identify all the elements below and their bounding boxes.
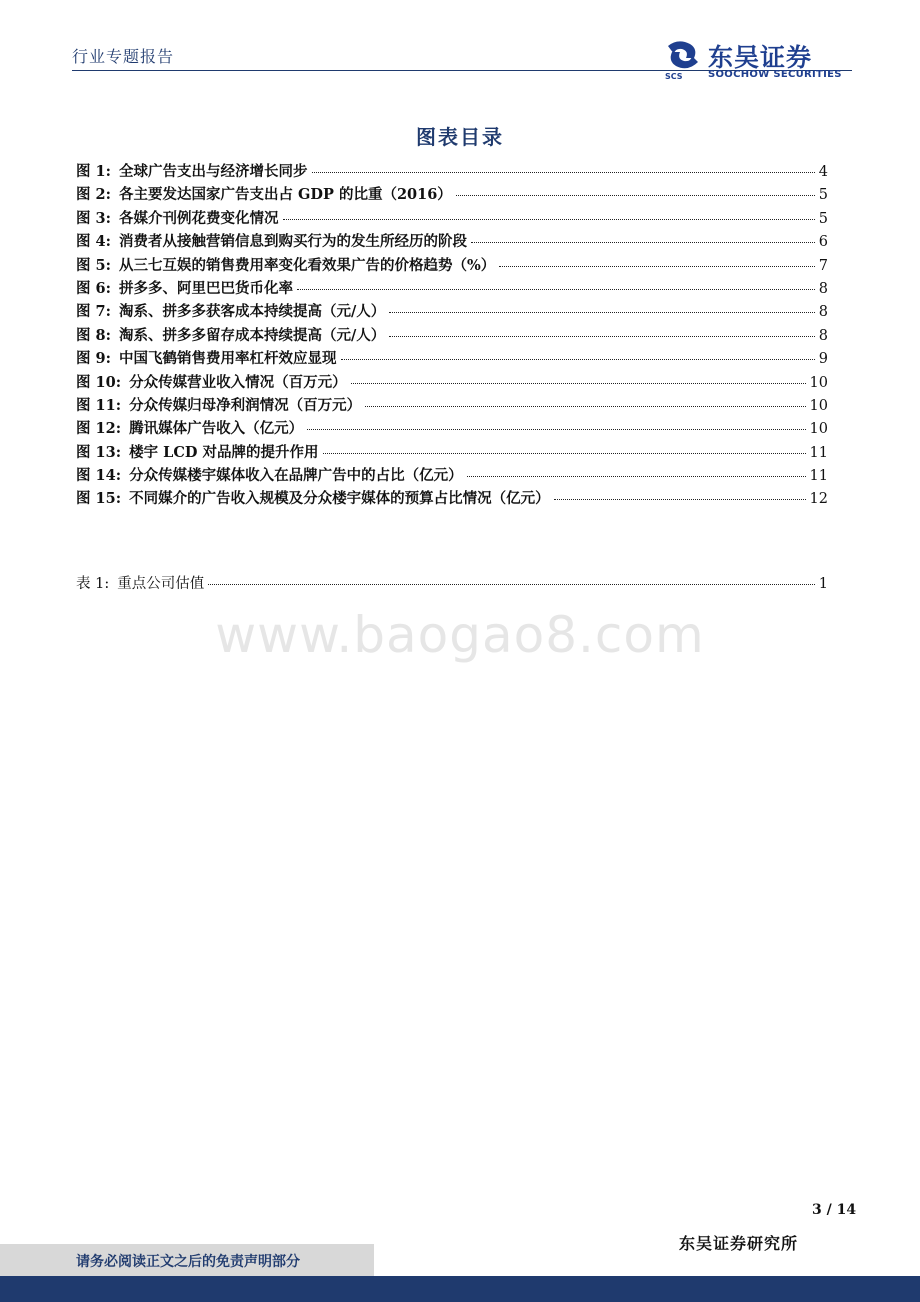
toc-entry[interactable] bbox=[76, 324, 828, 347]
toc-entry[interactable] bbox=[76, 347, 828, 370]
toc-entry[interactable] bbox=[76, 207, 828, 230]
toc-entry-page: 5 bbox=[818, 210, 828, 227]
toc-entry-title: 楼宇 LCD 对品牌的提升作用 bbox=[129, 443, 319, 461]
toc-entry[interactable] bbox=[76, 417, 828, 440]
toc-entry-title: 消费者从接触营销信息到购买行为的发生所经历的阶段 bbox=[119, 233, 467, 251]
toc-entry[interactable] bbox=[76, 464, 828, 487]
footer-bar bbox=[0, 1276, 920, 1302]
toc-leader-dots bbox=[283, 219, 815, 220]
toc-entry-label: 图 12: bbox=[76, 420, 122, 438]
toc-entry-title: 从三七互娱的销售费用率变化看效果广告的价格趋势（%） bbox=[119, 256, 496, 274]
toc-entry-label: 图 14: bbox=[76, 467, 122, 485]
toc-entry-page: 7 bbox=[818, 257, 828, 274]
toc-entry-page: 8 bbox=[818, 304, 828, 321]
toc-entry-title: 各媒介刊例花费变化情况 bbox=[119, 209, 279, 227]
toc-leader-dots bbox=[341, 359, 815, 360]
toc-entry-label: 表 1: bbox=[76, 576, 110, 592]
toc-entry-title: 淘系、拼多多留存成本持续提高（元/人） bbox=[119, 326, 386, 344]
toc-entry-page: 11 bbox=[809, 444, 828, 461]
toc-entry[interactable] bbox=[76, 487, 828, 510]
logo-english-name: SOOCHOW SECURITIES bbox=[708, 69, 842, 80]
toc-entry-title: 各主要发达国家广告支出占 GDP 的比重（2016） bbox=[119, 186, 452, 204]
toc-entry[interactable] bbox=[76, 160, 828, 183]
toc-entry-label: 图 7: bbox=[76, 303, 111, 321]
toc-entry-title: 不同媒介的广告收入规模及分众楼宇媒体的预算占比情况（亿元） bbox=[129, 490, 550, 508]
toc-entry-label: 图 5: bbox=[76, 256, 111, 274]
toc-entry-label: 图 3: bbox=[76, 209, 111, 227]
logo-mark-text: SCS bbox=[665, 72, 683, 81]
toc-entry-title: 重点公司估值 bbox=[117, 576, 205, 592]
toc-entry-page: 1 bbox=[818, 576, 828, 592]
toc-entry[interactable] bbox=[76, 441, 828, 464]
toc-leader-dots bbox=[297, 289, 815, 290]
toc-entry-title: 全球广告支出与经济增长同步 bbox=[119, 163, 308, 180]
toc-entry-label: 图 13: bbox=[76, 443, 122, 461]
toc-entry-title: 拼多多、阿里巴巴货币化率 bbox=[119, 279, 293, 297]
toc-entry[interactable] bbox=[76, 300, 828, 323]
toc-entry-title: 分众传媒楼宇媒体收入在品牌广告中的占比（亿元） bbox=[129, 467, 463, 485]
logo-chinese-name: 东吴证券 bbox=[708, 43, 813, 72]
toc-leader-dots bbox=[365, 406, 805, 407]
toc-entry-label: 图 8: bbox=[76, 326, 111, 344]
toc-entry-page: 10 bbox=[809, 397, 828, 414]
toc-entry[interactable] bbox=[76, 394, 828, 417]
company-logo bbox=[664, 38, 854, 84]
report-type-label: 行业专题报告 bbox=[72, 47, 175, 66]
toc-entry-page: 6 bbox=[818, 234, 828, 251]
toc-entry-page: 8 bbox=[818, 280, 828, 297]
footer-disclaimer: 请务必阅读正文之后的免责声明部分 bbox=[76, 1254, 300, 1270]
footer-organization: 东吴证券研究所 bbox=[679, 1234, 799, 1253]
toc-entry-title: 中国飞鹤销售费用率杠杆效应显现 bbox=[119, 350, 337, 368]
toc-entry-page: 11 bbox=[809, 468, 828, 485]
toc-entry[interactable] bbox=[76, 183, 828, 206]
toc-entry-title: 淘系、拼多多获客成本持续提高（元/人） bbox=[119, 303, 386, 321]
toc-entry-title: 分众传媒归母净利润情况（百万元） bbox=[129, 396, 362, 414]
toc-entry[interactable] bbox=[76, 230, 828, 253]
toc-entry[interactable] bbox=[76, 254, 828, 277]
toc-leader-dots bbox=[554, 499, 806, 500]
toc-leader-dots bbox=[456, 195, 815, 196]
toc-entry-label: 图 10: bbox=[76, 373, 122, 391]
toc-entry-label: 图 11: bbox=[76, 396, 122, 414]
toc-entry-label: 图 1: bbox=[76, 163, 111, 180]
toc-entry-title: 腾讯媒体广告收入（亿元） bbox=[129, 420, 304, 438]
toc-leader-dots bbox=[499, 266, 814, 267]
toc-entry-label: 图 6: bbox=[76, 279, 111, 297]
toc-entry-page: 9 bbox=[818, 351, 828, 368]
toc-entry[interactable] bbox=[76, 572, 828, 595]
toc-leader-dots bbox=[351, 383, 806, 384]
toc-title: 图表目录 bbox=[416, 125, 504, 149]
toc-entry-page: 10 bbox=[809, 374, 828, 391]
toc-leader-dots bbox=[389, 312, 814, 313]
toc-leader-dots bbox=[312, 172, 815, 173]
toc-entry[interactable] bbox=[76, 371, 828, 394]
toc-leader-dots bbox=[208, 584, 815, 585]
toc-entry-title: 分众传媒营业收入情况（百万元） bbox=[129, 373, 347, 391]
toc-entry-page: 10 bbox=[809, 421, 828, 438]
toc-leader-dots bbox=[467, 476, 806, 477]
toc-entry[interactable] bbox=[76, 277, 828, 300]
toc-entry-label: 图 9: bbox=[76, 350, 111, 368]
toc-leader-dots bbox=[307, 429, 805, 430]
watermark: www.baogao8.com bbox=[215, 606, 705, 664]
toc-entry-page: 5 bbox=[818, 187, 828, 204]
toc-entry-label: 图 2: bbox=[76, 186, 111, 204]
toc-entry-page: 12 bbox=[809, 491, 828, 508]
toc-leader-dots bbox=[389, 336, 814, 337]
toc-leader-dots bbox=[471, 242, 815, 243]
figure-list bbox=[76, 160, 828, 511]
page-number: 3 / 14 bbox=[812, 1202, 857, 1218]
toc-entry-page: 8 bbox=[818, 327, 828, 344]
toc-entry-label: 图 4: bbox=[76, 233, 111, 251]
toc-entry-label: 图 15: bbox=[76, 490, 122, 508]
toc-entry-page: 4 bbox=[818, 164, 828, 180]
toc-leader-dots bbox=[323, 453, 806, 454]
table-list bbox=[76, 572, 828, 595]
